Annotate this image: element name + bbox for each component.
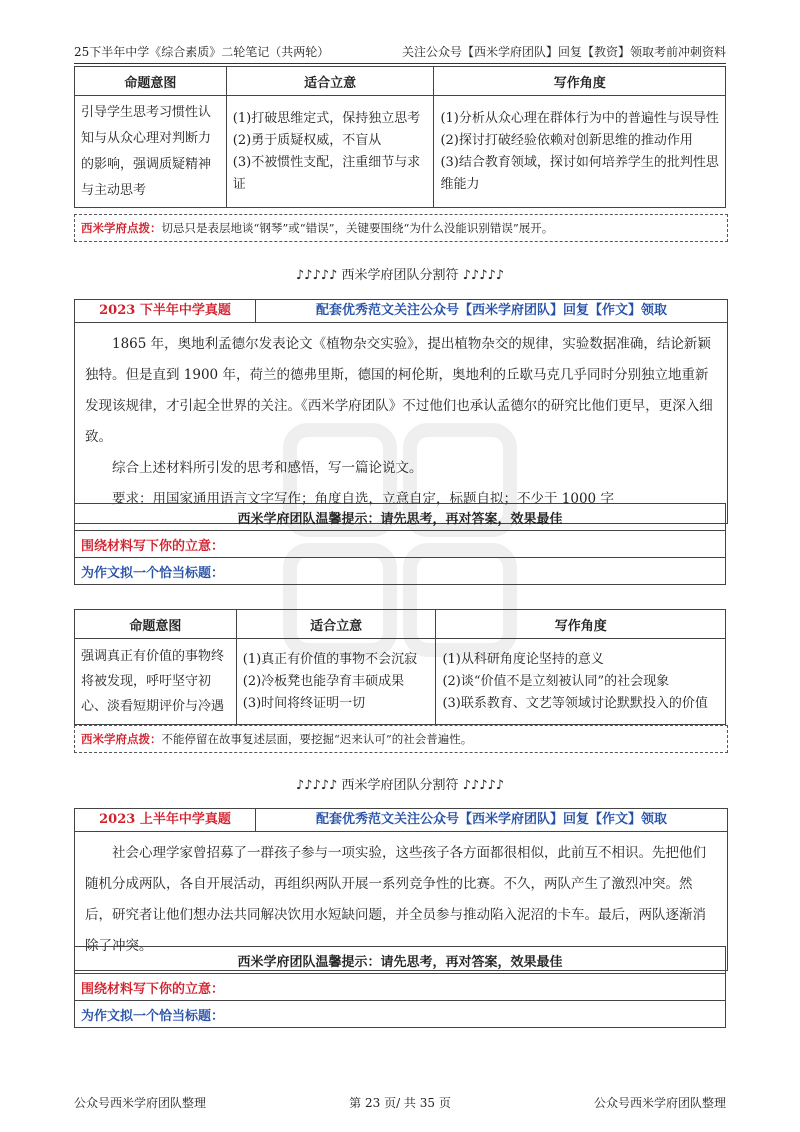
footer-right: 公众号西米学府团队整理 (593, 1096, 726, 1110)
col-header-ideas: 适合立意 (226, 67, 434, 96)
angles-cell (434, 96, 726, 208)
idea-item: (1)打破思维定式，保持独立思考 (232, 110, 421, 126)
title-prompt[interactable]: 为作文拟一个恰当标题： (75, 558, 726, 585)
col-header-angles: 写作角度 (436, 610, 726, 639)
exam-year: 2023 上半年中学真题 (75, 809, 256, 831)
exam-paragraph: 要求：用国家通用语言文字写作；角度自选，立意自定，标题自拟；不少于 1000 字 (112, 491, 614, 507)
col-header-ideas: 适合立意 (236, 610, 436, 639)
angle-item: (1)分析从众心理在群体行为中的普遍性与误导性 (440, 110, 719, 126)
idea-item: (3)时间将终证明一切 (242, 695, 366, 711)
page-footer (74, 1094, 726, 1111)
col-header-angles: 写作角度 (434, 67, 726, 96)
angle-item: (3)结合教育领域，探讨如何培养学生的批判性思维能力 (440, 154, 719, 192)
idea-prompt[interactable]: 围绕材料写下你的立意： (75, 531, 726, 558)
angles-cell (436, 639, 726, 725)
idea-item: (2)勇于质疑权威，不盲从 (232, 132, 382, 148)
idea-item: (2)冷板凳也能孕育丰硕成果 (242, 673, 405, 689)
col-header-intent: 命题意图 (75, 610, 237, 639)
tip-text: 不能停留在故事复述层面，要挖掘“迟来认可”的社会普遍性。 (161, 732, 473, 746)
answer-prompt-1 (74, 503, 726, 585)
exam-paragraph: 综合上述材料所引发的思考和感悟，写一篇论说文。 (112, 460, 423, 476)
analysis-table-2 (74, 609, 726, 725)
idea-item: (3)不被惯性支配，注重细节与求证 (232, 154, 421, 192)
tip-box-1 (74, 214, 728, 242)
tip-text: 切忌只是表层地谈“钢琴”或“错误”，关键要围绕“为什么没能识别错误”展开。 (161, 221, 554, 235)
section-divider: ♪♪♪♪♪ 西米学府团队分割符 ♪♪♪♪♪ (295, 778, 505, 793)
page-number: 第 23 页/ 共 35 页 (349, 1096, 451, 1110)
answer-prompt-2 (74, 946, 726, 1028)
prompt-hint: 西米学府团队温馨提示：请先思考，再对答案，效果最佳 (75, 947, 726, 974)
col-header-intent: 命题意图 (75, 67, 227, 96)
intent-cell: 引导学生思考习惯性认知与从众心理对判断力的影响，强调质疑精神与主动思考 (75, 96, 227, 208)
tip-label: 西米学府点拨： (81, 732, 162, 746)
header-left: 25下半年中学《综合素质》二轮笔记（共两轮） (74, 45, 330, 59)
exam-block-1 (74, 299, 728, 524)
page-header (74, 38, 726, 64)
idea-prompt[interactable]: 围绕材料写下你的立意： (75, 974, 726, 1001)
tip-label: 西米学府点拨： (81, 221, 162, 235)
ideas-cell (226, 96, 434, 208)
exam-paragraph: 社会心理学家曾招募了一群孩子参与一项实验，这些孩子各方面都很相似，此前互不相识。先把他们随机分成两队，各自开展活动，再组织两队开展一系列竞争性的比赛。不久，两队产生了激烈冲突。然后，研究者让他们想办法共同解决饮用水短缺问题，并全员参与推动陷入泥沼的卡车。最后，两队逐渐消除了冲突。 (85, 845, 706, 954)
exam-year: 2023 下半年中学真题 (75, 300, 256, 322)
analysis-table-1 (74, 66, 726, 208)
idea-item: (1)真正有价值的事物不会沉寂 (242, 651, 418, 667)
intent-cell: 强调真正有价值的事物终将被发现，呼吁坚守初心、淡看短期评价与冷遇 (75, 639, 237, 725)
exam-promo: 配套优秀范文关注公众号【西米学府团队】回复【作文】领取 (315, 812, 667, 827)
title-prompt[interactable]: 为作文拟一个恰当标题： (75, 1001, 726, 1028)
section-divider: ♪♪♪♪♪ 西米学府团队分割符 ♪♪♪♪♪ (295, 268, 505, 283)
footer-left: 公众号西米学府团队整理 (74, 1096, 207, 1110)
header-right: 关注公众号【西米学府团队】回复【教资】领取考前冲刺资料 (401, 45, 726, 59)
angle-item: (1)从科研角度论坚持的意义 (442, 651, 604, 667)
angle-item: (2)探讨打破经验依赖对创新思维的推动作用 (440, 132, 693, 148)
tip-box-2 (74, 725, 728, 753)
angle-item: (2)谈“价值不是立刻被认同”的社会现象 (442, 673, 670, 689)
exam-paragraph: 1865 年，奥地利孟德尔发表论文《植物杂交实验》，提出植物杂交的规律，实验数据准确，结论新颖独特。但是直到 1900 年，荷兰的德弗里斯，德国的柯伦斯，奥地利的丘歇马克几乎同时分别独立地重新发现该规律，才引起全世界的关注。《西米学府团队》不过他们也承认孟德尔的研究比他们更早，更深入细致。 (85, 336, 713, 445)
prompt-hint: 西米学府团队温馨提示：请先思考，再对答案，效果最佳 (75, 504, 726, 531)
angle-item: (3)联系教育、文艺等领域讨论默默投入的价值 (442, 695, 708, 711)
ideas-cell (236, 639, 436, 725)
exam-promo: 配套优秀范文关注公众号【西米学府团队】回复【作文】领取 (315, 303, 667, 318)
